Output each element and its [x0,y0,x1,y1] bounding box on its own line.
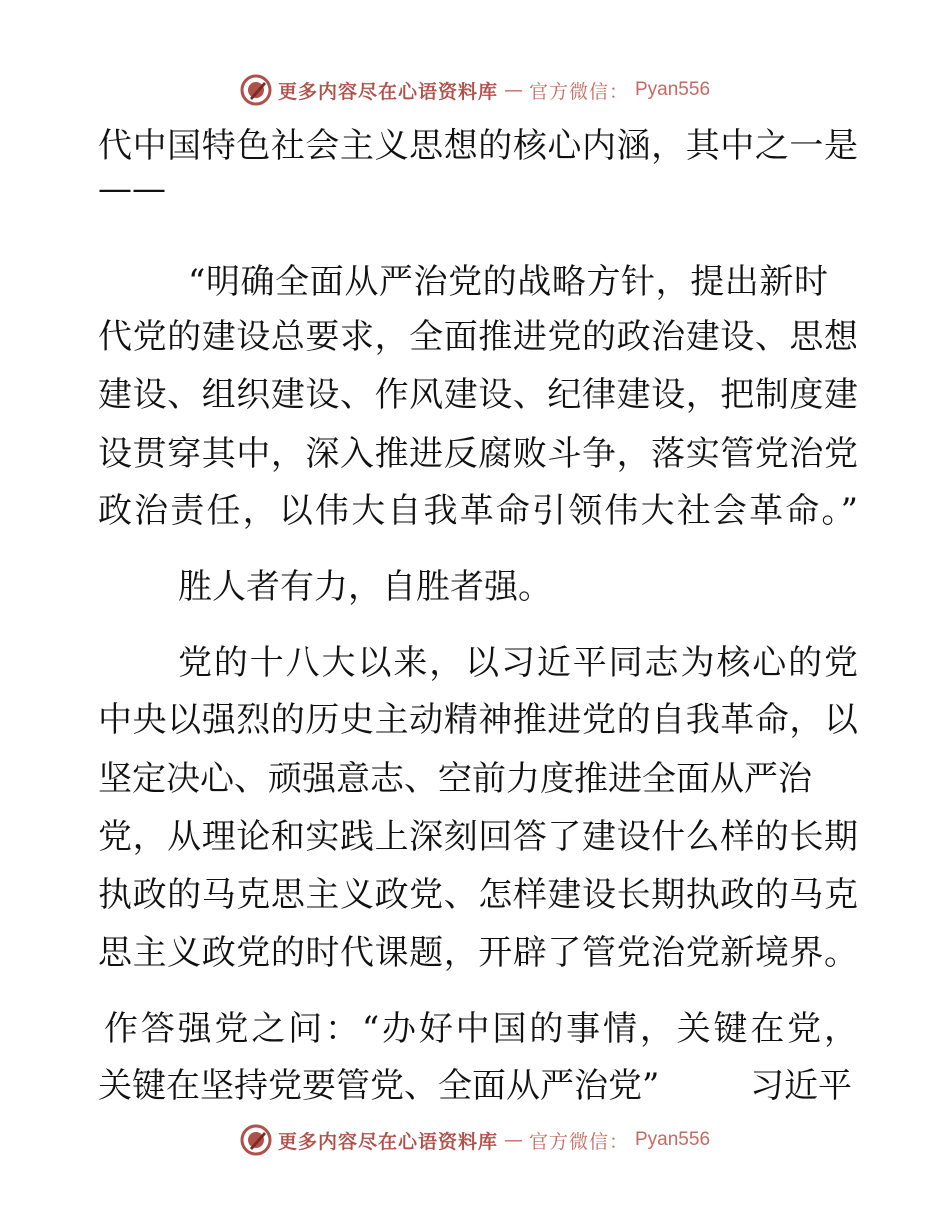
body-line: 政治责任，以伟大自我革命引领伟大社会革命。” [98,491,858,531]
banner-wechat-label: 官方微信： [528,1130,629,1153]
body-line: 胜人者有力，自胜者强。 [178,567,552,607]
body-line: 中央以强烈的历史主动精神推进党的自我革命，以 [98,700,858,740]
body-line: 党的十八大以来，以习近平同志为核心的党 [178,643,858,683]
banner-wechat-label: 官方微信： [528,80,629,103]
body-line: “明确全面从严治党的战略方针，提出新时 [188,262,828,302]
body-line: 执政的马克思主义政党、怎样建设长期执政的马克 [98,875,858,915]
banner-separator: — [503,1129,523,1151]
body-line: 代中国特色社会主义思想的核心内涵，其中之一是 [98,126,858,166]
body-line: 思主义政党的时代课题，开辟了管党治党新境界。 [98,933,858,973]
banner-content [240,1124,710,1156]
pen-logo-icon [240,74,272,106]
body-line: 党，从理论和实践上深刻回答了建设什么样的长期 [98,817,858,857]
body-line: 坚定决心、顽强意志、空前力度推进全面从严治 [98,759,812,799]
pen-logo-icon [240,1124,272,1156]
banner-wechat-id: Pyan556 [635,1129,711,1150]
banner-wechat-id: Pyan556 [635,79,711,100]
banner-title: 更多内容尽在心语资料库 [277,1130,498,1153]
body-line: 建设、组织建设、作风建设、纪律建设，把制度建 [98,375,858,415]
signature: 习近平 [750,1066,852,1106]
banner-content [240,74,710,106]
banner-title: 更多内容尽在心语资料库 [277,80,498,103]
banner-separator: — [503,79,523,101]
footer-banner [0,1120,950,1160]
body-line: 代党的建设总要求，全面推进党的政治建设、思想 [98,317,858,357]
body-line: 关键在坚持党要管党、全面从严治党” [98,1066,660,1106]
body-line: 作答强党之问：“办好中国的事情，关键在党， [104,1009,858,1049]
body-line: —— [98,169,166,209]
header-banner [0,70,950,110]
body-line: 设贯穿其中，深入推进反腐败斗争，落实管党治党 [98,434,858,474]
